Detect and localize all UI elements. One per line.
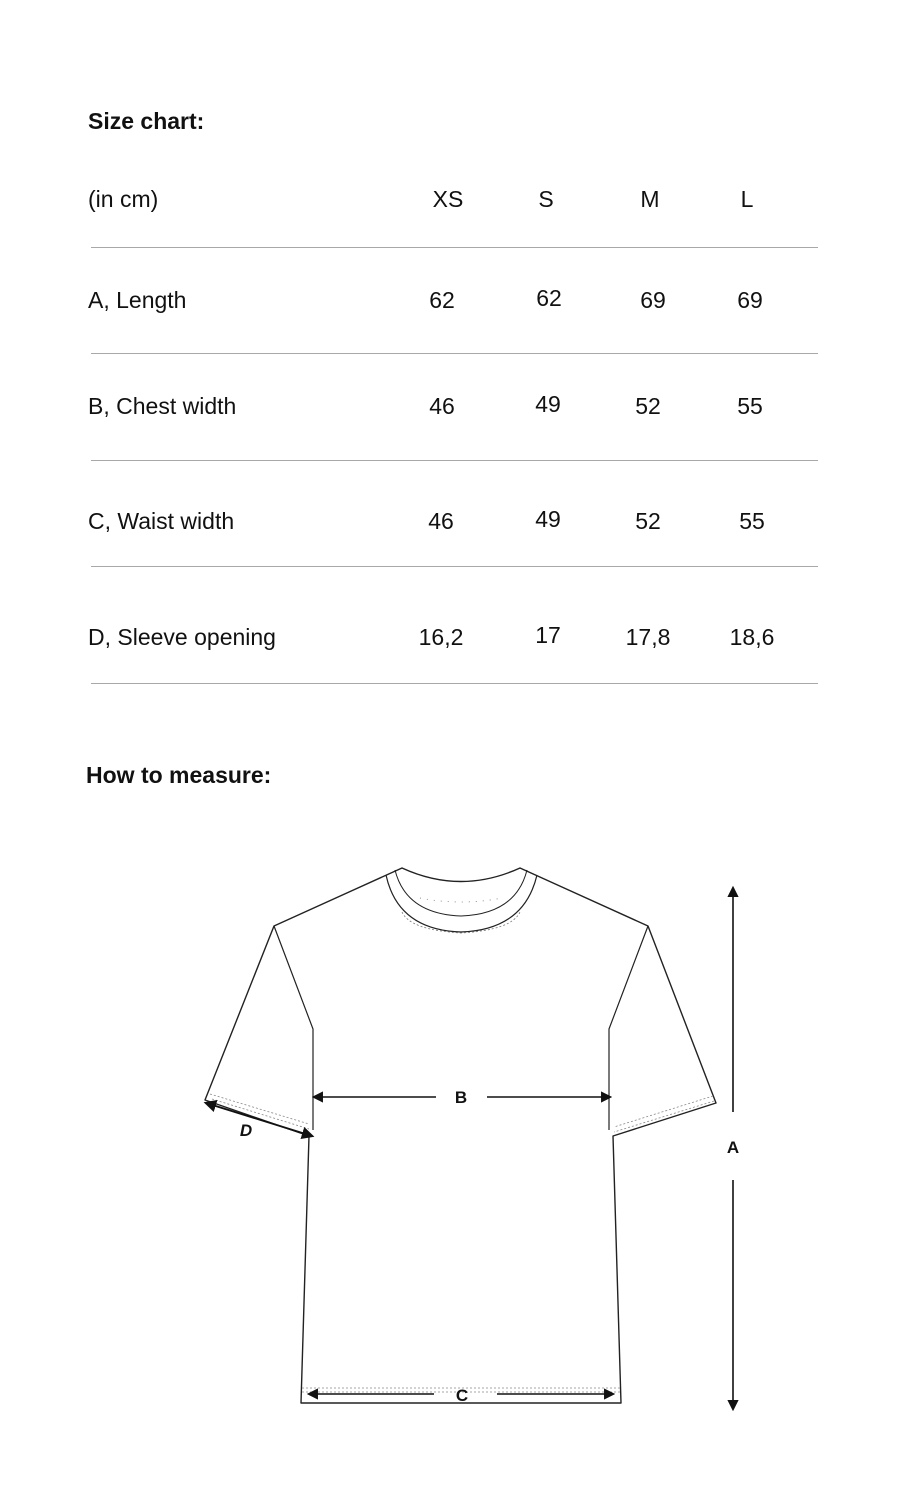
row-label-sleeve: D, Sleeve opening (88, 624, 276, 650)
table-cell: 62 (429, 287, 455, 313)
label-b: B (454, 1088, 468, 1107)
unit-label: (in cm) (88, 186, 159, 212)
table-cell: 46 (428, 508, 454, 534)
label-d: D (239, 1121, 253, 1140)
table-cell: 17 (535, 622, 561, 648)
row-label-chest: B, Chest width (88, 393, 237, 419)
table-cell: 69 (640, 287, 666, 313)
table-cell: 55 (739, 508, 765, 534)
table-cell: 62 (536, 285, 562, 311)
row-label-length: A, Length (88, 287, 187, 313)
table-cell: 18,6 (729, 624, 775, 650)
table-cell: 69 (737, 287, 763, 313)
label-c: C (455, 1386, 469, 1405)
table-cell: 55 (737, 393, 763, 419)
size-header-xs: XS (432, 186, 464, 212)
table-cell: 17,8 (625, 624, 671, 650)
table-cell: 16,2 (418, 624, 464, 650)
row-label-waist: C, Waist width (88, 508, 235, 534)
table-cell: 49 (535, 391, 561, 417)
size-header-l: L (740, 186, 754, 212)
size-header-s: S (538, 186, 554, 212)
label-a: A (726, 1138, 740, 1157)
table-cell: 49 (535, 506, 561, 532)
table-cell: 46 (429, 393, 455, 419)
how-to-measure-title: How to measure: (86, 762, 272, 788)
table-cell: 52 (635, 393, 661, 419)
size-header-m: M (640, 186, 660, 212)
table-cell: 52 (635, 508, 661, 534)
size-chart-title: Size chart: (88, 108, 205, 134)
